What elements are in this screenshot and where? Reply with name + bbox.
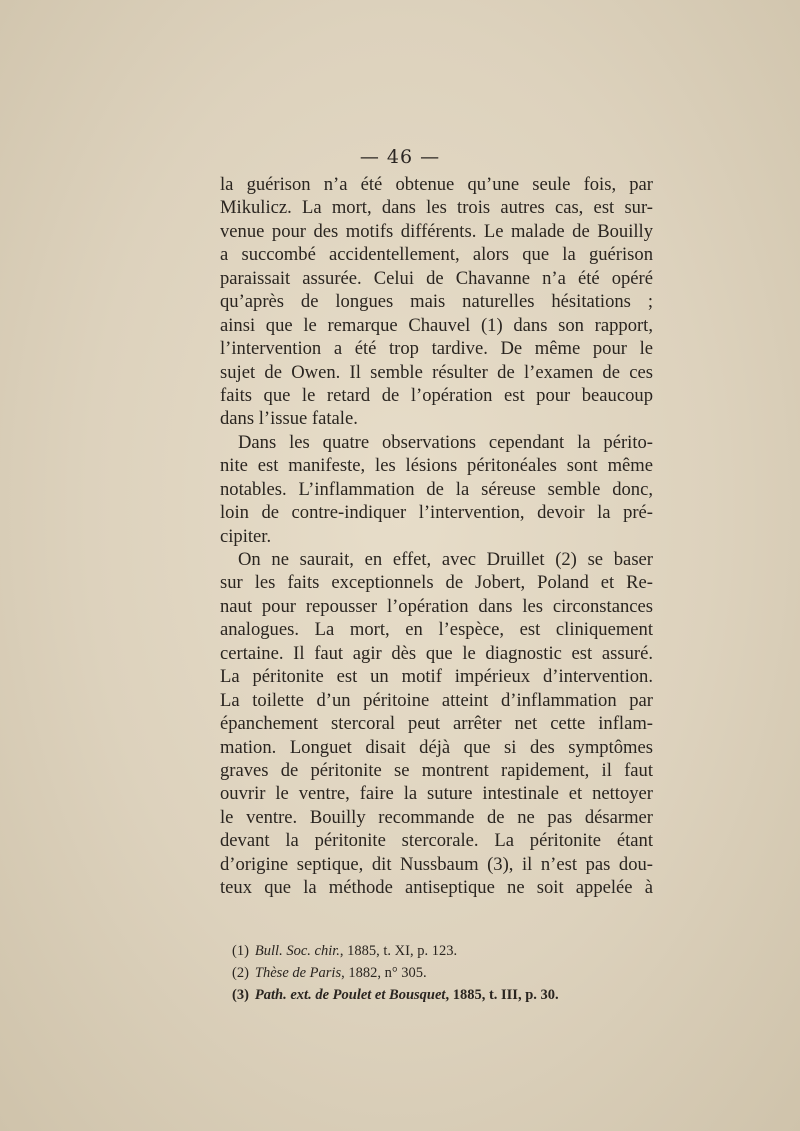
text-line: analogues. La mort, en l’espèce, est cliniquement	[220, 619, 653, 641]
text-line: nite est manifeste, les lésions péritonéales sont même	[220, 455, 653, 477]
text-line: ainsi que le remarque Chauvel (1) dans son rapport,	[220, 314, 653, 336]
footnote-number: (3)	[232, 987, 249, 1003]
footnote-reference: Thèse de Paris	[254, 965, 342, 981]
text-line: devant la péritonite stercorale. La péritonite étant	[220, 830, 653, 852]
body-text	[220, 173, 653, 900]
text-line: certaine. Il faut agir dès que le diagnostic est assuré.	[220, 642, 653, 664]
text-line: ouvrir le ventre, faire la suture intestinale et nettoyer	[220, 783, 653, 805]
text-line: qu’après de longues mais naturelles hésitations ;	[220, 291, 653, 313]
text-line: le ventre. Bouilly recommande de ne pas désarmer	[220, 806, 653, 828]
text-line: dans l’issue fatale.	[220, 408, 358, 430]
footnote	[232, 962, 662, 984]
text-line: notables. L’inflammation de la séreuse semble donc,	[220, 478, 653, 500]
text-line: faits que le retard de l’opération est pour beaucoup	[220, 384, 653, 406]
footnote-reference: Bull. Soc. chir.	[254, 943, 340, 959]
text-line: cipiter.	[220, 525, 272, 547]
text-line: graves de péritonite se montrent rapidement, il faut	[220, 759, 653, 781]
footnote-number: (2)	[232, 965, 249, 981]
text-line: venue pour des motifs différents. Le malade de Bouilly	[220, 220, 653, 242]
text-line: loin de contre-indiquer l’intervention, devoir la pré-	[220, 502, 653, 524]
page-number: — 46 —	[359, 146, 441, 168]
text-line: épanchement stercoral peut arrêter net cette inflam-	[220, 713, 653, 735]
text-line: sur les faits exceptionnels de Jobert, Poland et Re-	[220, 572, 653, 594]
footnotes	[232, 940, 662, 1006]
text-line: sujet de Owen. Il semble résulter de l’examen de ces	[220, 361, 653, 383]
footnote-detail: , 1882, n° 305.	[341, 965, 427, 981]
text-line: La péritonite est un motif impérieux d’intervention.	[220, 666, 653, 688]
text-line: teux que la méthode antiseptique ne soit appelée à	[220, 877, 653, 899]
footnote-number: (1)	[232, 943, 249, 959]
footnote	[232, 940, 662, 962]
footnote	[232, 984, 662, 1006]
text-line: d’origine septique, dit Nussbaum (3), il n’est pas dou-	[220, 853, 653, 875]
text-line: mation. Longuet disait déjà que si des symptômes	[220, 736, 653, 758]
text-line: paraissait assurée. Celui de Chavanne n’a été opéré	[220, 267, 653, 289]
text-line: On ne saurait, en effet, avec Druillet (2) se baser	[238, 549, 653, 570]
text-line: la guérison n’a été obtenue qu’une seule fois, par	[220, 174, 653, 195]
text-line: Mikulicz. La mort, dans les trois autres cas, est sur-	[220, 197, 653, 219]
footnote-reference: Path. ext. de Poulet et Bousquet	[254, 987, 446, 1003]
text-line: naut pour repousser l’opération dans les circonstances	[220, 595, 653, 617]
text-line: a succombé accidentellement, alors que la guérison	[220, 244, 653, 266]
footnote-detail: , 1885, t. III, p. 30.	[445, 987, 559, 1003]
text-line: l’intervention a été trop tardive. De même pour le	[220, 338, 653, 360]
text-line: La toilette d’un péritoine atteint d’inflammation par	[220, 689, 653, 711]
footnote-detail: , 1885, t. XI, p. 123.	[339, 943, 458, 959]
text-line: Dans les quatre observations cependant la périto-	[238, 431, 653, 453]
